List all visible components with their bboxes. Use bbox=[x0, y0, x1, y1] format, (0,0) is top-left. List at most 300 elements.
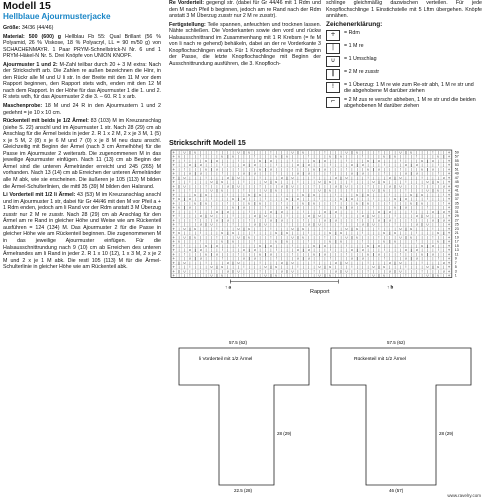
stitch-symbol: ∪ bbox=[280, 269, 283, 274]
stitch-symbol: ∪ bbox=[177, 197, 181, 202]
row-number: 33 bbox=[454, 205, 459, 210]
stitch-symbol: ‖ bbox=[216, 265, 218, 270]
stitch-symbol: | bbox=[205, 265, 207, 270]
stitch-symbol: ∪ bbox=[372, 222, 375, 227]
stitch-symbol: ! bbox=[372, 197, 375, 202]
stitch-symbol: | bbox=[335, 150, 337, 155]
stitch-symbol: ∪ bbox=[442, 175, 445, 180]
stitch-symbol: | bbox=[405, 218, 407, 223]
stitch-symbol: | bbox=[221, 222, 223, 227]
stitch-symbol: | bbox=[410, 269, 412, 274]
stitch-symbol: | bbox=[205, 205, 207, 210]
stitch-symbol: ! bbox=[205, 269, 207, 274]
stitch-symbol: ! bbox=[297, 265, 299, 270]
stitch-symbol: ‖ bbox=[334, 239, 337, 244]
stitch-symbol: | bbox=[351, 209, 353, 214]
stitch-symbol: | bbox=[189, 218, 191, 223]
stitch-symbol: + bbox=[447, 171, 451, 176]
stitch-symbol: ∪ bbox=[242, 256, 246, 261]
stitch-symbol: | bbox=[291, 188, 294, 193]
stitch-symbol: ∪ bbox=[296, 171, 300, 176]
stitch-symbol: | bbox=[248, 167, 250, 172]
stitch-symbol: | bbox=[432, 154, 434, 159]
stitch-symbol: ∪ bbox=[410, 235, 413, 240]
stitch-symbol: | bbox=[237, 222, 240, 227]
stitch-symbol: ∪ bbox=[221, 265, 224, 270]
stitch-symbol: | bbox=[200, 218, 202, 223]
stitch-symbol: | bbox=[248, 239, 250, 244]
stitch-symbol: | bbox=[248, 243, 250, 248]
stitch-symbol: ∪ bbox=[334, 184, 337, 189]
stitch-symbol: ∪ bbox=[361, 256, 364, 261]
stitch-symbol: ∪ bbox=[361, 214, 364, 219]
stitch-symbol: ! bbox=[432, 226, 434, 231]
stitch-symbol: | bbox=[399, 248, 402, 253]
stitch-symbol: | bbox=[243, 231, 245, 236]
stitch-symbol: | bbox=[210, 226, 213, 231]
stitch-symbol: ∪ bbox=[210, 222, 213, 227]
stitch-symbol: ∪ bbox=[393, 239, 397, 244]
stitch-symbol: | bbox=[421, 235, 423, 240]
row-number: 39 bbox=[454, 192, 459, 197]
stitch-symbol: | bbox=[232, 188, 234, 193]
stitch-symbol: ! bbox=[351, 265, 353, 270]
stitch-symbol: | bbox=[254, 243, 256, 248]
stitch-symbol: | bbox=[324, 171, 326, 176]
stitch-symbol: | bbox=[340, 218, 342, 223]
stitch-symbol: | bbox=[227, 243, 229, 248]
stitch-symbol: ! bbox=[237, 252, 240, 257]
stitch-symbol: ∪ bbox=[383, 265, 386, 270]
stitch-symbol: ∪ bbox=[366, 158, 370, 163]
stitch-symbol: | bbox=[200, 205, 202, 210]
stitch-symbol: ∪ bbox=[420, 252, 424, 257]
stitch-symbol: ! bbox=[275, 248, 277, 253]
stitch-symbol: ∪ bbox=[350, 163, 354, 168]
stitch-symbol: | bbox=[183, 265, 186, 270]
stitch-symbol: ∪ bbox=[383, 231, 386, 236]
stitch-symbol: ∪ bbox=[275, 265, 278, 270]
stitch-symbol: ∪ bbox=[199, 256, 202, 261]
stitch-symbol: ! bbox=[367, 175, 369, 180]
stitch-symbol: ! bbox=[432, 150, 434, 155]
stitch-symbol: | bbox=[302, 184, 304, 189]
stitch-symbol: ! bbox=[308, 154, 310, 159]
stitch-symbol: ‖ bbox=[340, 175, 342, 180]
stitch-symbol: + bbox=[172, 252, 176, 257]
stitch-symbol: | bbox=[416, 175, 418, 180]
stitch-symbol: | bbox=[297, 260, 299, 265]
stitch-symbol: | bbox=[351, 175, 353, 180]
stitch-symbol: | bbox=[291, 273, 294, 278]
stitch-symbol: | bbox=[324, 175, 326, 180]
stitch-symbol: | bbox=[243, 239, 245, 244]
stitch-symbol: ∪ bbox=[329, 273, 332, 278]
stitch-symbol: | bbox=[237, 239, 240, 244]
stitch-symbol: ! bbox=[221, 248, 223, 253]
stitch-symbol: ! bbox=[237, 158, 240, 163]
stitch-symbol: | bbox=[259, 235, 261, 240]
stitch-symbol: ∪ bbox=[345, 269, 348, 274]
stitch-symbol: | bbox=[281, 235, 283, 240]
back-width-label: 57.5 (62) bbox=[387, 340, 406, 345]
stitch-symbol: | bbox=[205, 154, 207, 159]
stitch-symbol: | bbox=[291, 231, 294, 236]
stitch-symbol: | bbox=[351, 243, 353, 248]
stitch-symbol: | bbox=[421, 188, 423, 193]
stitch-symbol: | bbox=[329, 205, 331, 210]
stitch-symbol: | bbox=[178, 248, 180, 253]
stitch-symbol: | bbox=[308, 205, 310, 210]
stitch-symbol: | bbox=[378, 205, 380, 210]
stitch-symbol: | bbox=[308, 167, 310, 172]
stitch-symbol: | bbox=[351, 260, 353, 265]
stitch-symbol: | bbox=[356, 243, 358, 248]
row-number: 31 bbox=[454, 209, 459, 214]
stitch-symbol: | bbox=[205, 188, 207, 193]
stitch-symbol: | bbox=[383, 222, 385, 227]
stitch-symbol: ‖ bbox=[367, 214, 369, 219]
stitch-symbol: | bbox=[189, 231, 191, 236]
stitch-symbol: | bbox=[340, 201, 342, 206]
stitch-symbol: | bbox=[318, 235, 321, 240]
stitch-symbol: | bbox=[227, 265, 229, 270]
back-piece-label: Rückenteil mit 1/2 Ärmel bbox=[354, 357, 406, 362]
stitch-symbol: | bbox=[318, 175, 321, 180]
stitch-symbol: | bbox=[254, 205, 256, 210]
stitch-symbol: | bbox=[178, 209, 180, 214]
stitch-symbol: | bbox=[351, 201, 353, 206]
stitch-symbol: ‖ bbox=[415, 201, 418, 206]
stitch-symbol: | bbox=[329, 158, 331, 163]
stitch-symbol: | bbox=[270, 256, 272, 261]
stitch-symbol: | bbox=[345, 171, 348, 176]
stitch-symbol: ! bbox=[340, 214, 342, 219]
stitch-symbol: | bbox=[178, 150, 180, 155]
stitch-symbol: | bbox=[221, 201, 223, 206]
knit-stitch-icon: | bbox=[326, 43, 340, 54]
stitch-symbol: ∪ bbox=[318, 265, 321, 270]
stitch-symbol: | bbox=[243, 222, 245, 227]
stitch-symbol: | bbox=[232, 201, 234, 206]
stitch-symbol: | bbox=[416, 158, 418, 163]
stitch-symbol: | bbox=[232, 209, 234, 214]
stitch-symbol: ∪ bbox=[264, 222, 267, 227]
stitch-symbol: | bbox=[243, 209, 245, 214]
stitch-symbol: ‖ bbox=[286, 175, 288, 180]
stitch-symbol: | bbox=[291, 163, 294, 168]
stitch-symbol: ! bbox=[183, 243, 186, 248]
row-number: 25 bbox=[454, 222, 459, 227]
stitch-symbol: | bbox=[302, 197, 304, 202]
stitch-symbol: ∪ bbox=[372, 265, 375, 270]
stitch-symbol: ∪ bbox=[323, 167, 327, 172]
stitch-symbol: ∪ bbox=[334, 269, 337, 274]
stitch-symbol: ‖ bbox=[378, 265, 380, 270]
stitch-symbol: ∪ bbox=[291, 260, 294, 265]
stitch-symbol: | bbox=[227, 256, 229, 261]
stitch-symbol: ∪ bbox=[275, 188, 278, 193]
stitch-symbol: ‖ bbox=[199, 192, 202, 197]
stitch-symbol: | bbox=[340, 209, 342, 214]
stitch-symbol: | bbox=[270, 175, 272, 180]
stitch-symbol: | bbox=[259, 205, 261, 210]
stitch-symbol: | bbox=[410, 175, 412, 180]
stitch-symbol: | bbox=[340, 171, 342, 176]
stitch-symbol: | bbox=[291, 218, 294, 223]
stitch-symbol: ‖ bbox=[248, 171, 251, 176]
stitch-symbol: ‖ bbox=[248, 248, 251, 253]
skp-icon: ! bbox=[326, 82, 340, 93]
stitch-symbol: ! bbox=[237, 167, 240, 172]
stitch-symbol: | bbox=[313, 154, 315, 159]
stitch-symbol: ‖ bbox=[302, 248, 305, 253]
stitch-symbol: | bbox=[221, 175, 223, 180]
stitch-symbol: ! bbox=[399, 158, 402, 163]
stitch-symbol: | bbox=[410, 252, 412, 257]
stitch-symbol: | bbox=[210, 218, 213, 223]
stitch-symbol: ∪ bbox=[242, 197, 246, 202]
stitch-symbol: | bbox=[248, 222, 250, 227]
stitch-symbol: | bbox=[378, 184, 380, 189]
stitch-symbol: | bbox=[227, 163, 229, 168]
stitch-symbol: | bbox=[216, 214, 218, 219]
stitch-symbol: | bbox=[216, 205, 218, 210]
stitch-symbol: | bbox=[286, 226, 288, 231]
stitch-symbol: ∪ bbox=[323, 218, 327, 223]
stitch-symbol: ∪ bbox=[393, 205, 397, 210]
stitch-symbol: ∪ bbox=[329, 180, 332, 185]
stitch-symbol: | bbox=[232, 252, 234, 257]
stitch-symbol: | bbox=[221, 184, 223, 189]
legend bbox=[326, 30, 482, 109]
stitch-symbol: ∪ bbox=[248, 150, 251, 155]
stitch-symbol: | bbox=[194, 205, 196, 210]
stitch-symbol: ! bbox=[383, 256, 385, 261]
stitch-symbol: ∪ bbox=[426, 180, 429, 185]
stitch-symbol: + bbox=[172, 171, 176, 176]
stitch-symbol: | bbox=[383, 150, 385, 155]
stitch-symbol: | bbox=[275, 184, 277, 189]
stitch-symbol: | bbox=[270, 197, 272, 202]
stitch-symbol: | bbox=[227, 158, 229, 163]
stitch-symbol: | bbox=[399, 256, 402, 261]
stitch-symbol: | bbox=[254, 269, 256, 274]
stitch-symbol: ‖ bbox=[189, 150, 191, 155]
stitch-symbol: | bbox=[329, 222, 331, 227]
stitch-symbol: ‖ bbox=[253, 192, 256, 197]
stitch-symbol: | bbox=[367, 265, 369, 270]
stitch-symbol: | bbox=[264, 248, 267, 253]
stitch-symbol: ∪ bbox=[204, 192, 208, 197]
stitch-symbol: | bbox=[372, 192, 375, 197]
stitch-symbol: | bbox=[302, 167, 304, 172]
stitch-symbol: ‖ bbox=[437, 209, 440, 214]
stitch-symbol: | bbox=[200, 243, 202, 248]
stitch-symbol: ∪ bbox=[361, 171, 364, 176]
stitch-symbol: | bbox=[318, 226, 321, 231]
stitch-symbol: | bbox=[313, 265, 315, 270]
stitch-symbol: | bbox=[308, 260, 310, 265]
stitch-symbol: ∪ bbox=[291, 184, 294, 189]
stitch-symbol: + bbox=[447, 205, 451, 210]
stitch-symbol: ∪ bbox=[415, 248, 418, 253]
stitch-symbol: ‖ bbox=[243, 226, 245, 231]
stitch-symbol: | bbox=[178, 163, 180, 168]
stitch-symbol: | bbox=[345, 265, 348, 270]
stitch-symbol: | bbox=[399, 180, 402, 185]
stitch-symbol: ‖ bbox=[367, 222, 369, 227]
stitch-symbol: ! bbox=[297, 273, 299, 278]
stitch-symbol: ∪ bbox=[285, 154, 289, 159]
stitch-symbol: ∪ bbox=[210, 214, 213, 219]
stitch-symbol: ! bbox=[416, 154, 418, 159]
stitch-symbol: | bbox=[356, 260, 358, 265]
stitch-symbol: + bbox=[172, 158, 176, 163]
stitch-symbol: + bbox=[172, 248, 176, 253]
stitch-symbol: | bbox=[297, 167, 299, 172]
stitch-symbol: ! bbox=[405, 180, 407, 185]
stitch-symbol: | bbox=[372, 260, 375, 265]
stitch-symbol: ! bbox=[259, 269, 261, 274]
stitch-symbol: ∪ bbox=[372, 188, 375, 193]
stitch-symbol: ! bbox=[183, 158, 186, 163]
stitch-symbol: | bbox=[243, 167, 245, 172]
stitch-symbol: | bbox=[275, 197, 277, 202]
stitch-symbol: ! bbox=[324, 235, 326, 240]
stitch-symbol: | bbox=[443, 214, 445, 219]
stitch-symbol: ∪ bbox=[345, 184, 348, 189]
stitch-symbol: | bbox=[443, 235, 445, 240]
stitch-symbol: ∪ bbox=[399, 226, 402, 231]
stitch-symbol: ! bbox=[281, 192, 283, 197]
stitch-symbol: ! bbox=[291, 243, 294, 248]
stitch-symbol: | bbox=[270, 171, 272, 176]
stitch-symbol: + bbox=[172, 226, 176, 231]
stitch-symbol: | bbox=[200, 273, 202, 278]
stitch-symbol: | bbox=[205, 163, 207, 168]
stitch-symbol: ‖ bbox=[307, 201, 310, 206]
stitch-symbol: | bbox=[410, 273, 412, 278]
stitch-symbol: | bbox=[389, 197, 391, 202]
stitch-symbol: ∪ bbox=[388, 175, 391, 180]
stitch-symbol: | bbox=[432, 201, 434, 206]
stitch-symbol: ∪ bbox=[388, 184, 391, 189]
stitch-symbol: | bbox=[221, 243, 223, 248]
stitch-symbol: | bbox=[362, 269, 364, 274]
stitch-symbol: | bbox=[210, 248, 213, 253]
stitch-symbol: | bbox=[410, 205, 412, 210]
stitch-symbol: | bbox=[221, 205, 223, 210]
stitch-symbol: | bbox=[389, 248, 391, 253]
stitch-symbol: | bbox=[210, 269, 213, 274]
stitch-symbol: | bbox=[221, 214, 223, 219]
stitch-symbol: | bbox=[243, 269, 245, 274]
stitch-symbol: | bbox=[426, 231, 429, 236]
stitch-symbol: ∪ bbox=[410, 192, 413, 197]
stitch-symbol: | bbox=[340, 180, 342, 185]
stitch-symbol: ∪ bbox=[345, 235, 348, 240]
stitch-symbol: | bbox=[324, 205, 326, 210]
stitch-symbol: ! bbox=[200, 231, 202, 236]
stitch-symbol: | bbox=[210, 260, 213, 265]
stitch-symbol: ∪ bbox=[291, 269, 294, 274]
stitch-symbol: ‖ bbox=[259, 214, 261, 219]
stitch-symbol: | bbox=[178, 188, 180, 193]
stitch-symbol: | bbox=[270, 269, 272, 274]
stitch-symbol: + bbox=[447, 265, 451, 270]
stitch-symbol: | bbox=[308, 197, 310, 202]
stitch-symbol: ‖ bbox=[232, 175, 234, 180]
stitch-symbol: | bbox=[432, 248, 434, 253]
stitch-symbol: ∪ bbox=[199, 248, 202, 253]
stitch-symbol: | bbox=[367, 188, 369, 193]
stitch-symbol: | bbox=[329, 214, 331, 219]
stitch-symbol: | bbox=[227, 214, 229, 219]
stitch-symbol: ∪ bbox=[275, 154, 278, 159]
stitch-symbol: | bbox=[372, 226, 375, 231]
stitch-symbol: | bbox=[416, 260, 418, 265]
stitch-symbol: ! bbox=[410, 218, 412, 223]
stitch-symbol: | bbox=[318, 171, 321, 176]
stitch-symbol: | bbox=[389, 222, 391, 227]
stitch-symbol: ! bbox=[372, 205, 375, 210]
stitch-symbol: | bbox=[194, 167, 196, 172]
stitch-symbol: | bbox=[254, 273, 256, 278]
stitch-symbol: | bbox=[410, 197, 412, 202]
stitch-symbol: + bbox=[447, 180, 451, 185]
stitch-symbol: + bbox=[447, 256, 451, 261]
stitch-symbol: | bbox=[378, 269, 380, 274]
stitch-symbol: | bbox=[432, 163, 434, 168]
stitch-symbol: ! bbox=[335, 192, 337, 197]
stitch-symbol: ∪ bbox=[334, 260, 337, 265]
stitch-symbol: | bbox=[232, 226, 234, 231]
stitch-symbol: | bbox=[421, 180, 423, 185]
stitch-symbol: | bbox=[216, 269, 218, 274]
stitch-symbol: ! bbox=[345, 158, 348, 163]
stitch-symbol: | bbox=[432, 222, 434, 227]
stitch-symbol: | bbox=[313, 226, 315, 231]
stitch-symbol: + bbox=[172, 188, 176, 193]
stitch-symbol: | bbox=[399, 171, 402, 176]
stitch-symbol: | bbox=[297, 222, 299, 227]
stitch-symbol: ! bbox=[389, 201, 391, 206]
stitch-symbol: | bbox=[335, 197, 337, 202]
stitch-symbol: | bbox=[340, 192, 342, 197]
stitch-symbol: | bbox=[178, 218, 180, 223]
stitch-symbol: ‖ bbox=[388, 239, 391, 244]
stitch-symbol: | bbox=[383, 167, 385, 172]
stitch-symbol: | bbox=[297, 231, 299, 236]
stitch-symbol: | bbox=[340, 167, 342, 172]
stitch-symbol: ‖ bbox=[297, 235, 299, 240]
stitch-symbol: | bbox=[372, 248, 375, 253]
stitch-symbol: | bbox=[248, 180, 250, 185]
stitch-symbol: | bbox=[416, 188, 418, 193]
stitch-symbol: | bbox=[362, 226, 364, 231]
stitch-symbol: | bbox=[383, 192, 385, 197]
stitch-symbol: ∪ bbox=[296, 197, 300, 202]
stitch-symbol: | bbox=[216, 201, 218, 206]
stitch-symbol: | bbox=[335, 235, 337, 240]
stitch-symbol: ∪ bbox=[183, 184, 186, 189]
stitch-symbol: | bbox=[389, 226, 391, 231]
stitch-symbol: ‖ bbox=[318, 243, 321, 248]
stitch-symbol: ∪ bbox=[345, 260, 348, 265]
stitch-symbol: | bbox=[286, 248, 288, 253]
row-number: 11 bbox=[454, 252, 459, 257]
